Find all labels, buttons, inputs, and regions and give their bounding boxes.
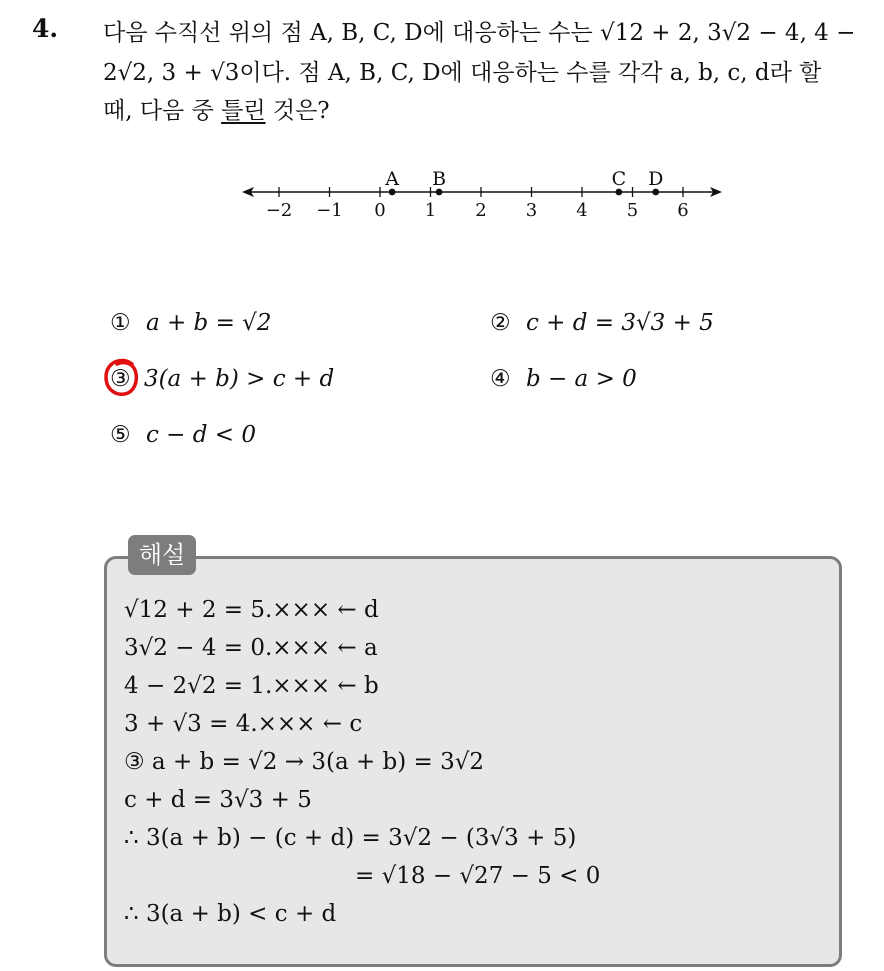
option-2-text: c + d = 3√3 + 5 xyxy=(525,310,714,336)
tick-label: 3 xyxy=(525,200,538,221)
tick-label: −2 xyxy=(265,200,293,221)
question-number: 4. xyxy=(32,14,59,43)
solution-line-3: 4 − 2√2 = 1.××× ← b xyxy=(124,673,379,699)
solution-line-5: ③ a + b = √2 → 3(a + b) = 3√2 xyxy=(124,749,485,775)
tick-label: 0 xyxy=(374,200,386,221)
option-5[interactable] xyxy=(110,422,256,448)
underlined-keyword: 틀린 xyxy=(221,98,266,124)
option-1-text: a + b = √2 xyxy=(145,310,272,336)
solution-line-7: ∴ 3(a + b) − (c + d) = 3√2 − (3√3 + 5) xyxy=(124,825,577,851)
point-d-label: D xyxy=(648,168,664,190)
question-text-line-2: 2√2, 3 + √3이다. 점 A, B, C, D에 대응하는 수를 각각 a, b, c, d라 할 xyxy=(103,60,822,86)
tick-label: 2 xyxy=(475,200,487,221)
solution-tag: 해설 xyxy=(128,535,196,575)
tick-label: 4 xyxy=(576,200,588,221)
answer-circle-mark xyxy=(102,356,140,398)
option-2[interactable] xyxy=(490,310,714,336)
question-text-line-3 xyxy=(103,92,330,125)
question-text-line-1: 다음 수직선 위의 점 A, B, C, D에 대응하는 수는 √12 + 2, 3√2 − 4, 4 − xyxy=(103,20,856,46)
question-text-post: 것은? xyxy=(265,98,330,124)
point-c-label: C xyxy=(611,168,627,190)
solution-line-9: ∴ 3(a + b) < c + d xyxy=(124,901,337,927)
solution-line-2: 3√2 − 4 = 0.××× ← a xyxy=(124,635,378,661)
tick-label: −1 xyxy=(316,200,343,221)
solution-line-8: = √18 − √27 − 5 < 0 xyxy=(355,863,601,889)
option-4-text: b − a > 0 xyxy=(525,366,637,392)
solution-line-4: 3 + √3 = 4.××× ← c xyxy=(124,711,363,737)
option-1-marker: ① xyxy=(110,310,131,336)
option-4[interactable] xyxy=(490,366,637,392)
option-4-marker: ④ xyxy=(490,366,511,392)
option-3-text: 3(a + b) > c + d xyxy=(143,366,335,392)
tick-label: 5 xyxy=(626,200,639,221)
point-b-label: B xyxy=(432,168,447,190)
number-line-figure xyxy=(240,165,730,225)
option-3-marker: ③ xyxy=(110,366,131,392)
option-2-marker: ② xyxy=(490,310,511,336)
solution-line-1: √12 + 2 = 5.××× ← d xyxy=(124,597,379,623)
option-5-marker: ⑤ xyxy=(110,422,131,448)
solution-line-6: c + d = 3√3 + 5 xyxy=(124,787,312,813)
tick-label: 1 xyxy=(424,200,437,221)
option-5-text: c − d < 0 xyxy=(145,422,256,448)
point-a-label: A xyxy=(385,168,399,190)
option-1[interactable] xyxy=(110,310,271,336)
tick-label: 6 xyxy=(677,200,689,221)
question-text-pre: 때, 다음 중 xyxy=(103,98,222,124)
option-3[interactable] xyxy=(110,366,334,392)
